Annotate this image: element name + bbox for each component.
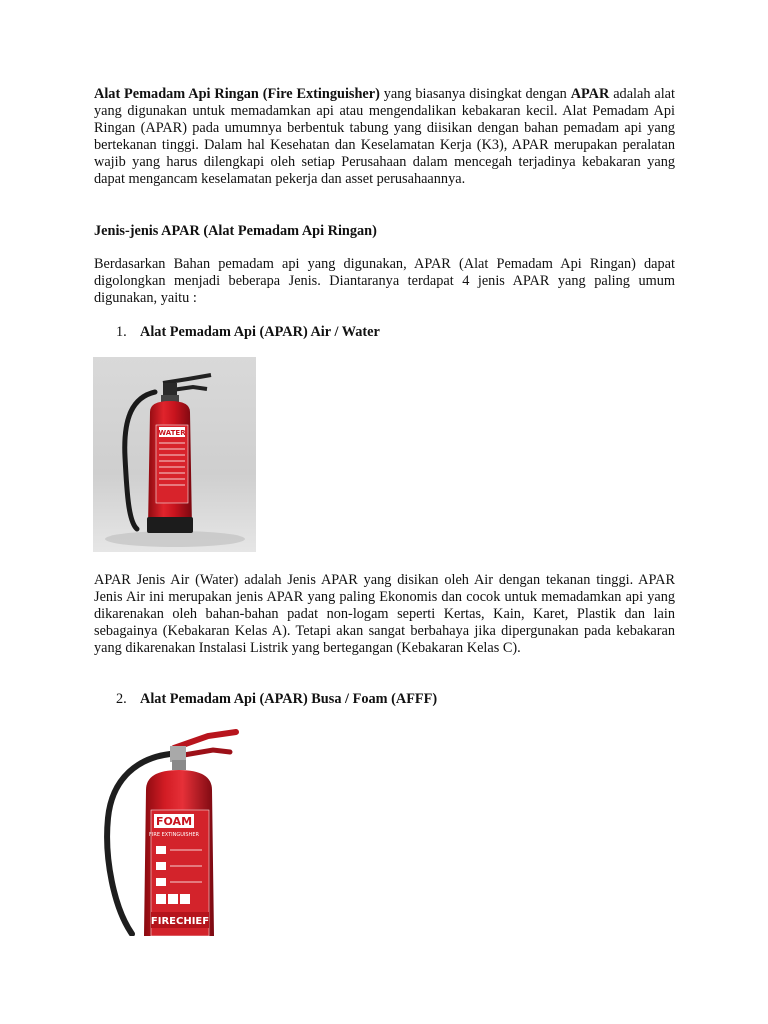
water-extinguisher-image	[93, 357, 256, 552]
intro-bold-apar: APAR	[570, 86, 610, 102]
intro-paragraph	[94, 86, 675, 205]
list-item-title: Alat Pemadam Api (APAR) Air / Water	[140, 324, 380, 340]
list-number: 2.	[116, 691, 127, 707]
water-extinguisher-drawing	[93, 357, 256, 552]
foam-extinguisher-drawing	[98, 728, 240, 936]
foam-extinguisher-image	[98, 728, 240, 936]
section-heading: Jenis-jenis APAR (Alat Pemadam Api Ringan)	[94, 223, 377, 239]
water-description-paragraph: APAR Jenis Air (Water) adalah Jenis APAR yang disikan oleh Air dengan tekanan tinggi. APAR Jenis Air ini merupakan jenis APAR yang paling Ekonomis dan cocok untuk memadamkan api yang dikarenakan oleh bahan-bahan padat non-logam seperti Kertas, Kain, Karet, Plastik dan lain sebagainya (Kebakaran Kelas A). Tetapi akan sangat berbahaya jika dipergunakan pada kebakaran yang dikarenakan Instalasi Listrik yang bertegangan (Kebakaran Kelas C).	[94, 572, 675, 656]
water-label-text: WATER	[158, 429, 186, 437]
foam-brand-text: FIRECHIEF	[150, 916, 210, 927]
list-item-water	[116, 324, 380, 341]
intro-bold-title: Alat Pemadam Api Ringan (Fire Extinguisher)	[94, 86, 380, 102]
list-number: 1.	[116, 324, 127, 340]
document-page	[94, 86, 675, 707]
list-item-foam	[116, 691, 437, 708]
intro-text-2: adalah alat yang digunakan untuk memadamkan api atau mengendalikan kebakaran kecil. Alat Pemadam Api Ringan (APAR) pada umumnya berbentuk tabung yang diisikan dengan bahan pemadam api yang bertekanan tinggi. Dalam hal Kesehatan dan Keselamatan Kerja (K3), APAR merupakan peralatan wajib yang harus dilengkapi oleh setiap Perusahaan dalam mencegah terjadinya kebakaran yang dapat mengancam keselamatan pekerja dan asset perusahaannya.	[94, 86, 675, 187]
foam-label-subtext: FIRE EXTINGUISHER	[149, 832, 199, 838]
foam-label-text: FOAM	[155, 815, 193, 828]
section-intro-paragraph: Berdasarkan Bahan pemadam api yang digunakan, APAR (Alat Pemadam Api Ringan) dapat digolongkan menjadi beberapa Jenis. Diantaranya terdapat 4 jenis APAR yang paling umum digunakan, yaitu :	[94, 256, 675, 306]
intro-text-1: yang biasanya disingkat dengan	[379, 86, 571, 102]
list-item-title: Alat Pemadam Api (APAR) Busa / Foam (AFFF)	[140, 691, 438, 707]
